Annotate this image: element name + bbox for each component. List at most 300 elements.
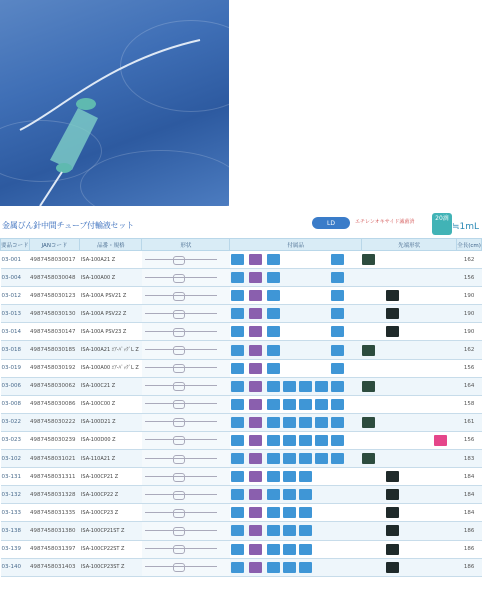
row-accessory-cell (248, 377, 266, 395)
accessory-icon (283, 435, 296, 446)
accessory-icon (331, 417, 344, 428)
row-accessory-cell (330, 522, 346, 540)
row-accessory-cell (346, 413, 362, 431)
row-accessory-cell (266, 413, 282, 431)
accessory-icon (249, 399, 262, 410)
page-title: 金属びん針中間チューブ付輸液セット (2, 221, 134, 230)
accessory-icon (331, 399, 344, 410)
row-tip-cell (433, 504, 457, 522)
accessory-icon (231, 417, 244, 428)
row-length: 164 (457, 377, 482, 395)
row-tip-cell (361, 468, 385, 486)
row-shape-diagram (142, 558, 230, 576)
row-accessory-cell (230, 558, 248, 576)
row-shape-diagram (142, 504, 230, 522)
row-accessory-cell (266, 251, 282, 269)
row-shape-diagram (142, 468, 230, 486)
tip-icon (362, 453, 375, 464)
row-accessory-cell (330, 413, 346, 431)
accessory-icon (331, 272, 344, 283)
row-code: 03-102 (1, 450, 30, 468)
row-tip-cell (409, 522, 433, 540)
row-shape-diagram (142, 413, 230, 431)
row-tip-cell (385, 251, 409, 269)
row-accessory-cell (314, 377, 330, 395)
row-tip-cell (385, 269, 409, 287)
accessory-icon (331, 453, 344, 464)
accessory-icon (249, 345, 262, 356)
row-accessory-cell (346, 305, 362, 323)
row-accessory-cell (330, 377, 346, 395)
row-tip-cell (409, 395, 433, 413)
row-accessory-cell (330, 486, 346, 504)
col-code: 要品コード (1, 239, 30, 251)
row-accessory-cell (282, 468, 298, 486)
row-accessory-cell (266, 558, 282, 576)
tip-icon (362, 345, 375, 356)
accessory-icon (231, 507, 244, 518)
row-accessory-cell (266, 540, 282, 558)
accessory-icon (267, 435, 280, 446)
row-tip-cell (409, 504, 433, 522)
accessory-icon (267, 345, 280, 356)
accessory-icon (231, 290, 244, 301)
accessory-icon (283, 399, 296, 410)
row-accessory-cell (346, 540, 362, 558)
row-shape-diagram (142, 287, 230, 305)
accessory-icon (249, 525, 262, 536)
row-accessory-cell (298, 431, 314, 449)
row-accessory-cell (330, 431, 346, 449)
row-accessory-cell (298, 305, 314, 323)
table-row (1, 468, 482, 486)
tip-icon (386, 326, 399, 337)
accessory-icon (249, 471, 262, 482)
row-accessory-cell (248, 395, 266, 413)
row-length: 186 (457, 558, 482, 576)
tip-icon (386, 489, 399, 500)
row-length: 183 (457, 450, 482, 468)
row-part: ISA-100C00 Z (80, 395, 142, 413)
row-tip-cell (409, 305, 433, 323)
row-accessory-cell (314, 269, 330, 287)
row-tip-cell (361, 341, 385, 359)
accessory-icon (249, 254, 262, 265)
accessory-icon (331, 308, 344, 319)
accessory-icon (249, 381, 262, 392)
tube-diagram (143, 562, 223, 572)
accessory-icon (249, 290, 262, 301)
accessory-icon (267, 254, 280, 265)
tip-icon (386, 525, 399, 536)
accessory-icon (249, 272, 262, 283)
row-part: ISA-110A21 Z (80, 450, 142, 468)
row-part: ISA-100A21 ｴｱ-ﾊﾞｯｸﾞL Z (80, 341, 142, 359)
row-accessory-cell (230, 341, 248, 359)
row-jan: 4987458031397 (29, 540, 80, 558)
row-tip-cell (409, 413, 433, 431)
row-shape-diagram (142, 431, 230, 449)
tip-icon (362, 254, 375, 265)
row-tip-cell (409, 323, 433, 341)
row-jan: 4987458031328 (29, 486, 80, 504)
tube-diagram (143, 309, 223, 319)
row-accessory-cell (298, 413, 314, 431)
row-tip-cell (385, 323, 409, 341)
accessory-icon (267, 326, 280, 337)
tube-diagram (143, 454, 223, 464)
tube-diagram (143, 435, 223, 445)
row-tip-cell (385, 395, 409, 413)
row-jan: 4987458031380 (29, 522, 80, 540)
row-accessory-cell (266, 486, 282, 504)
row-accessory-cell (298, 522, 314, 540)
tube-diagram (143, 345, 223, 355)
accessory-icon (231, 471, 244, 482)
row-jan: 4987458031335 (29, 504, 80, 522)
table-row (1, 251, 482, 269)
accessory-icon (249, 308, 262, 319)
table-row (1, 431, 482, 449)
accessory-icon (249, 489, 262, 500)
row-accessory-cell (330, 323, 346, 341)
row-accessory-cell (248, 287, 266, 305)
accessory-icon (299, 381, 312, 392)
row-code: 03-014 (1, 323, 30, 341)
row-tip-cell (385, 341, 409, 359)
accessory-icon (299, 525, 312, 536)
accessory-icon (231, 308, 244, 319)
accessory-icon (231, 544, 244, 555)
row-accessory-cell (282, 450, 298, 468)
accessory-icon (331, 290, 344, 301)
accessory-icon (231, 254, 244, 265)
row-accessory-cell (330, 341, 346, 359)
row-accessory-cell (282, 251, 298, 269)
row-part: ISA-100A PSV23 Z (80, 323, 142, 341)
row-shape-diagram (142, 341, 230, 359)
row-accessory-cell (282, 540, 298, 558)
row-accessory-cell (330, 287, 346, 305)
row-part: ISA-100CP22ST Z (80, 540, 142, 558)
accessory-icon (267, 363, 280, 374)
row-accessory-cell (248, 558, 266, 576)
row-tip-cell (361, 413, 385, 431)
accessory-icon (331, 381, 344, 392)
row-accessory-cell (266, 377, 282, 395)
row-jan: 4987458030192 (29, 359, 80, 377)
row-part: ISA-100A21 Z (80, 251, 142, 269)
accessory-icon (299, 507, 312, 518)
row-accessory-cell (298, 504, 314, 522)
row-shape-diagram (142, 450, 230, 468)
row-accessory-cell (346, 269, 362, 287)
row-shape-diagram (142, 395, 230, 413)
row-accessory-cell (248, 341, 266, 359)
row-tip-cell (385, 558, 409, 576)
accessory-icon (267, 399, 280, 410)
accessory-icon (267, 290, 280, 301)
row-part: ISA-100CP21ST Z (80, 522, 142, 540)
row-jan: 4987458030185 (29, 341, 80, 359)
row-accessory-cell (298, 558, 314, 576)
row-tip-cell (433, 558, 457, 576)
row-tip-cell (385, 504, 409, 522)
drip-volume-label: ≒1mL (452, 222, 480, 232)
row-tip-cell (433, 323, 457, 341)
row-accessory-cell (282, 431, 298, 449)
row-accessory-cell (314, 450, 330, 468)
row-accessory-cell (282, 359, 298, 377)
row-tip-cell (409, 558, 433, 576)
row-accessory-cell (330, 359, 346, 377)
row-tip-cell (409, 377, 433, 395)
row-code: 03-139 (1, 540, 30, 558)
accessory-icon (249, 417, 262, 428)
row-accessory-cell (330, 450, 346, 468)
row-jan: 4987458030130 (29, 305, 80, 323)
row-accessory-cell (346, 450, 362, 468)
tip-icon (362, 381, 375, 392)
row-length: 184 (457, 486, 482, 504)
accessory-icon (231, 272, 244, 283)
tube-diagram (143, 526, 223, 536)
row-accessory-cell (330, 540, 346, 558)
row-accessory-cell (248, 305, 266, 323)
accessory-icon (331, 326, 344, 337)
table-row (1, 504, 482, 522)
row-accessory-cell (314, 287, 330, 305)
row-tip-cell (361, 395, 385, 413)
accessory-icon (283, 507, 296, 518)
row-accessory-cell (298, 395, 314, 413)
row-accessory-cell (248, 413, 266, 431)
row-accessory-cell (298, 540, 314, 558)
row-accessory-cell (282, 341, 298, 359)
row-tip-cell (361, 305, 385, 323)
row-accessory-cell (230, 450, 248, 468)
row-accessory-cell (248, 540, 266, 558)
tube-diagram (143, 490, 223, 500)
row-code: 03-023 (1, 431, 30, 449)
row-accessory-cell (248, 359, 266, 377)
row-tip-cell (385, 377, 409, 395)
row-tip-cell (361, 323, 385, 341)
accessory-icon (299, 399, 312, 410)
row-tip-cell (409, 341, 433, 359)
row-accessory-cell (266, 269, 282, 287)
tube-diagram (143, 508, 223, 518)
accessory-icon (267, 381, 280, 392)
row-accessory-cell (330, 395, 346, 413)
accessory-icon (249, 453, 262, 464)
row-tip-cell (433, 377, 457, 395)
accessory-icon (231, 363, 244, 374)
product-table (0, 238, 482, 577)
row-tip-cell (409, 431, 433, 449)
row-accessory-cell (230, 431, 248, 449)
accessory-icon (267, 471, 280, 482)
row-accessory-cell (346, 395, 362, 413)
row-tip-cell (433, 305, 457, 323)
row-tip-cell (433, 413, 457, 431)
accessory-icon (231, 345, 244, 356)
accessory-icon (331, 254, 344, 265)
row-accessory-cell (330, 558, 346, 576)
table-row (1, 341, 482, 359)
row-accessory-cell (298, 468, 314, 486)
row-part: ISA-100CP21 Z (80, 468, 142, 486)
accessory-icon (315, 399, 328, 410)
accessory-icon (249, 507, 262, 518)
row-tip-cell (385, 287, 409, 305)
row-accessory-cell (266, 468, 282, 486)
row-accessory-cell (248, 468, 266, 486)
accessory-icon (315, 417, 328, 428)
row-accessory-cell (266, 287, 282, 305)
tip-icon (386, 507, 399, 518)
accessory-icon (299, 562, 312, 573)
row-tip-cell (433, 522, 457, 540)
row-accessory-cell (298, 377, 314, 395)
row-code: 03-018 (1, 341, 30, 359)
table-row (1, 395, 482, 413)
row-accessory-cell (346, 468, 362, 486)
row-accessory-cell (298, 450, 314, 468)
row-tip-cell (433, 450, 457, 468)
row-code: 03-132 (1, 486, 30, 504)
row-accessory-cell (230, 359, 248, 377)
row-accessory-cell (346, 522, 362, 540)
tube-diagram (143, 544, 223, 554)
row-jan: 4987458030123 (29, 287, 80, 305)
row-code: 03-133 (1, 504, 30, 522)
row-accessory-cell (266, 431, 282, 449)
row-tip-cell (409, 287, 433, 305)
accessory-icon (267, 308, 280, 319)
row-tip-cell (409, 540, 433, 558)
row-tip-cell (361, 486, 385, 504)
row-accessory-cell (230, 540, 248, 558)
tip-icon (386, 308, 399, 319)
row-length: 184 (457, 504, 482, 522)
col-accessories: 付属品 (230, 239, 362, 251)
row-accessory-cell (314, 413, 330, 431)
row-accessory-cell (298, 341, 314, 359)
accessory-icon (231, 381, 244, 392)
row-part: ISA-100A PSV22 Z (80, 305, 142, 323)
row-tip-cell (385, 305, 409, 323)
table-row (1, 305, 482, 323)
row-accessory-cell (282, 522, 298, 540)
tube-diagram (143, 363, 223, 373)
svg-text:LD: LD (327, 220, 335, 227)
row-tip-cell (361, 558, 385, 576)
row-shape-diagram (142, 269, 230, 287)
table-row (1, 558, 482, 576)
accessory-icon (267, 453, 280, 464)
accessory-icon (283, 417, 296, 428)
accessory-icon (231, 525, 244, 536)
row-tip-cell (385, 413, 409, 431)
iv-chamber-illustration (0, 0, 229, 206)
accessory-icon (267, 417, 280, 428)
row-accessory-cell (248, 522, 266, 540)
row-accessory-cell (230, 504, 248, 522)
row-accessory-cell (346, 323, 362, 341)
accessory-icon (249, 363, 262, 374)
row-jan: 4987458031403 (29, 558, 80, 576)
tube-diagram (143, 417, 223, 427)
accessory-icon (299, 417, 312, 428)
row-length: 186 (457, 540, 482, 558)
tip-icon (386, 471, 399, 482)
row-accessory-cell (282, 395, 298, 413)
table-row (1, 540, 482, 558)
row-code: 03-008 (1, 395, 30, 413)
row-tip-cell (409, 269, 433, 287)
row-accessory-cell (266, 450, 282, 468)
tip-icon (362, 417, 375, 428)
row-accessory-cell (230, 377, 248, 395)
row-accessory-cell (248, 431, 266, 449)
row-tip-cell (361, 504, 385, 522)
accessory-icon (283, 562, 296, 573)
row-accessory-cell (230, 413, 248, 431)
row-tip-cell (361, 431, 385, 449)
accessory-icon (231, 435, 244, 446)
row-accessory-cell (314, 504, 330, 522)
accessory-icon (231, 489, 244, 500)
row-accessory-cell (314, 341, 330, 359)
row-accessory-cell (282, 377, 298, 395)
accessory-icon (331, 345, 344, 356)
accessory-icon (267, 489, 280, 500)
row-accessory-cell (266, 395, 282, 413)
col-shape: 形状 (142, 239, 230, 251)
accessory-icon (331, 363, 344, 374)
accessory-icon (283, 544, 296, 555)
row-shape-diagram (142, 522, 230, 540)
row-length: 161 (457, 413, 482, 431)
row-accessory-cell (346, 486, 362, 504)
row-tip-cell (361, 377, 385, 395)
row-jan: 4987458030239 (29, 431, 80, 449)
tube-diagram (143, 255, 223, 265)
tube-diagram (143, 273, 223, 283)
row-length: 190 (457, 323, 482, 341)
row-tip-cell (385, 468, 409, 486)
tip-icon (386, 290, 399, 301)
row-accessory-cell (230, 486, 248, 504)
row-accessory-cell (230, 468, 248, 486)
row-shape-diagram (142, 323, 230, 341)
row-part: ISA-100A00 Z (80, 269, 142, 287)
row-jan: 4987458030086 (29, 395, 80, 413)
row-accessory-cell (346, 341, 362, 359)
row-shape-diagram (142, 305, 230, 323)
row-accessory-cell (282, 287, 298, 305)
row-accessory-cell (282, 413, 298, 431)
row-jan: 4987458030222 (29, 413, 80, 431)
row-accessory-cell (266, 522, 282, 540)
row-jan: 4987458030017 (29, 251, 80, 269)
row-accessory-cell (330, 269, 346, 287)
ld-tube-logo (312, 215, 352, 233)
sterilization-badge: エチレンオキサイド滅菌済 (355, 219, 415, 225)
row-jan: 4987458031021 (29, 450, 80, 468)
accessory-icon (249, 562, 262, 573)
